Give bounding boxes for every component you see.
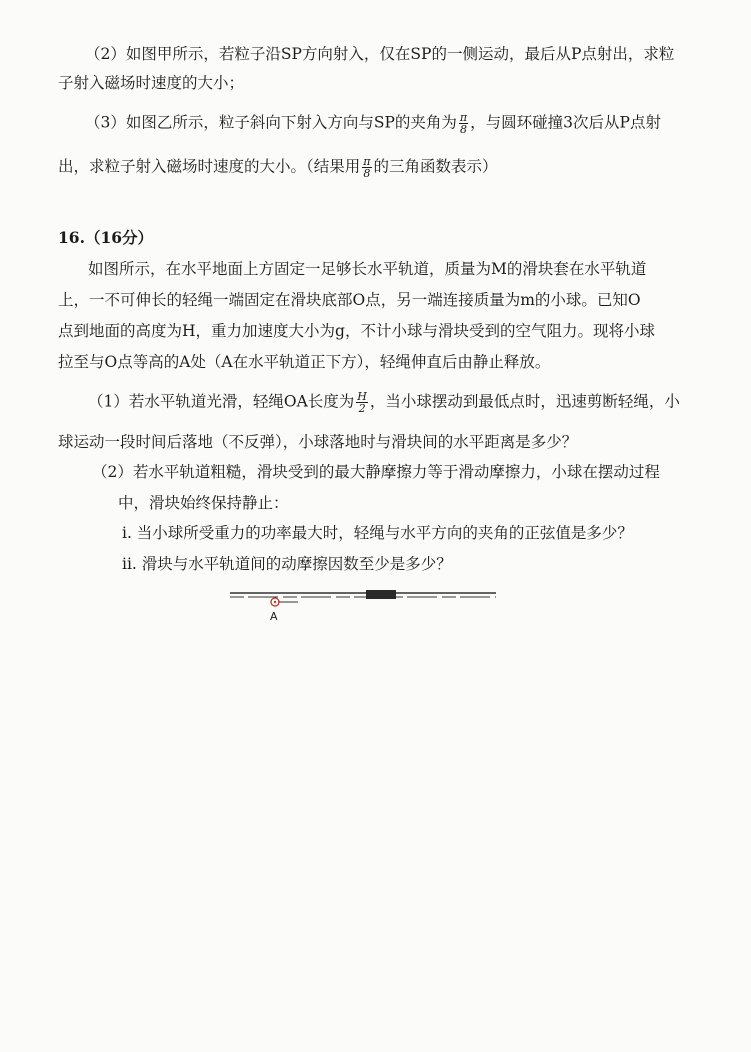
fraction-pi-over-8-b: $\frac{\pi}{8}$ (363, 155, 371, 180)
q15-part2-line2: 子射入磁场时速度的大小； (58, 74, 245, 92)
q16-part1-line2: 球运动一段时间后落地（不反弹），小球落地时与滑块间的水平距离是多少？ (58, 433, 578, 451)
fraction-pi-over-8: $\frac{\pi}{8}$ (459, 111, 468, 136)
q16-intro-line4: 拉至与O点等高的A处（A在水平轨道正下方），轻绳伸直后由静止释放。 (58, 353, 551, 371)
rail-figure (228, 588, 500, 624)
q16-part2-subq-ii: ii. 滑块与水平轨道间的动摩擦因数至少是多少？ (122, 555, 452, 573)
fraction-h-over-2: $\frac{H}{2}$ (357, 390, 367, 415)
q16-intro-line1: 如图所示，在水平地面上方固定一足够长水平轨道，质量为M的滑块套在水平轨道 (88, 260, 647, 278)
q15-part3-line2-b: 的三角函数表示） (373, 157, 498, 176)
q16-part1-line1-b: ，当小球摆动到最低点时，迅速剪断轻绳，小 (369, 392, 680, 411)
q16-intro-line3: 点到地面的高度为H，重力加速度大小为g，不计小球与滑块受到的空气阻力。现将小球 (58, 322, 655, 340)
q15-part3-line2-a: 出，求粒子射入磁场时速度的大小。（结果用 (58, 157, 361, 176)
q15-part3-line1-b: ，与圆环碰撞3次后从P点射 (470, 113, 661, 132)
q15-part3-line2 (58, 156, 498, 179)
q16-part1-line1 (88, 391, 680, 414)
q15-part2-line1: （2）如图甲所示，若粒子沿SP方向射入，仅在SP的一侧运动，最后从P点射出，求粒 (85, 45, 675, 63)
q16-intro-line2: 上，一不可伸长的轻绳一端固定在滑块底部O点，另一端连接质量为m的小球。已知O (58, 291, 641, 309)
rail-diagram-svg (228, 588, 500, 624)
q16-part2-subq-i: i. 当小球所受重力的功率最大时，轻绳与水平方向的夹角的正弦值是多少？ (122, 524, 633, 542)
label-a: A (270, 610, 278, 623)
q16-part1-line1-a: （1）若水平轨道光滑，轻绳OA长度为 (88, 392, 355, 411)
q16-part2-line1: （2）若水平轨道粗糙，滑块受到的最大静摩擦力等于滑动摩擦力，小球在摆动过程 (92, 463, 660, 481)
q15-part3-line1 (85, 112, 661, 135)
slider-block (366, 590, 396, 599)
q16-part2-line2: 中，滑块始终保持静止： (118, 494, 289, 512)
ball-center-dot (274, 601, 276, 603)
q16-heading: 16.（16分） (58, 228, 154, 247)
q15-part3-line1-a: （3）如图乙所示，粒子斜向下射入方向与SP的夹角为 (85, 113, 457, 132)
